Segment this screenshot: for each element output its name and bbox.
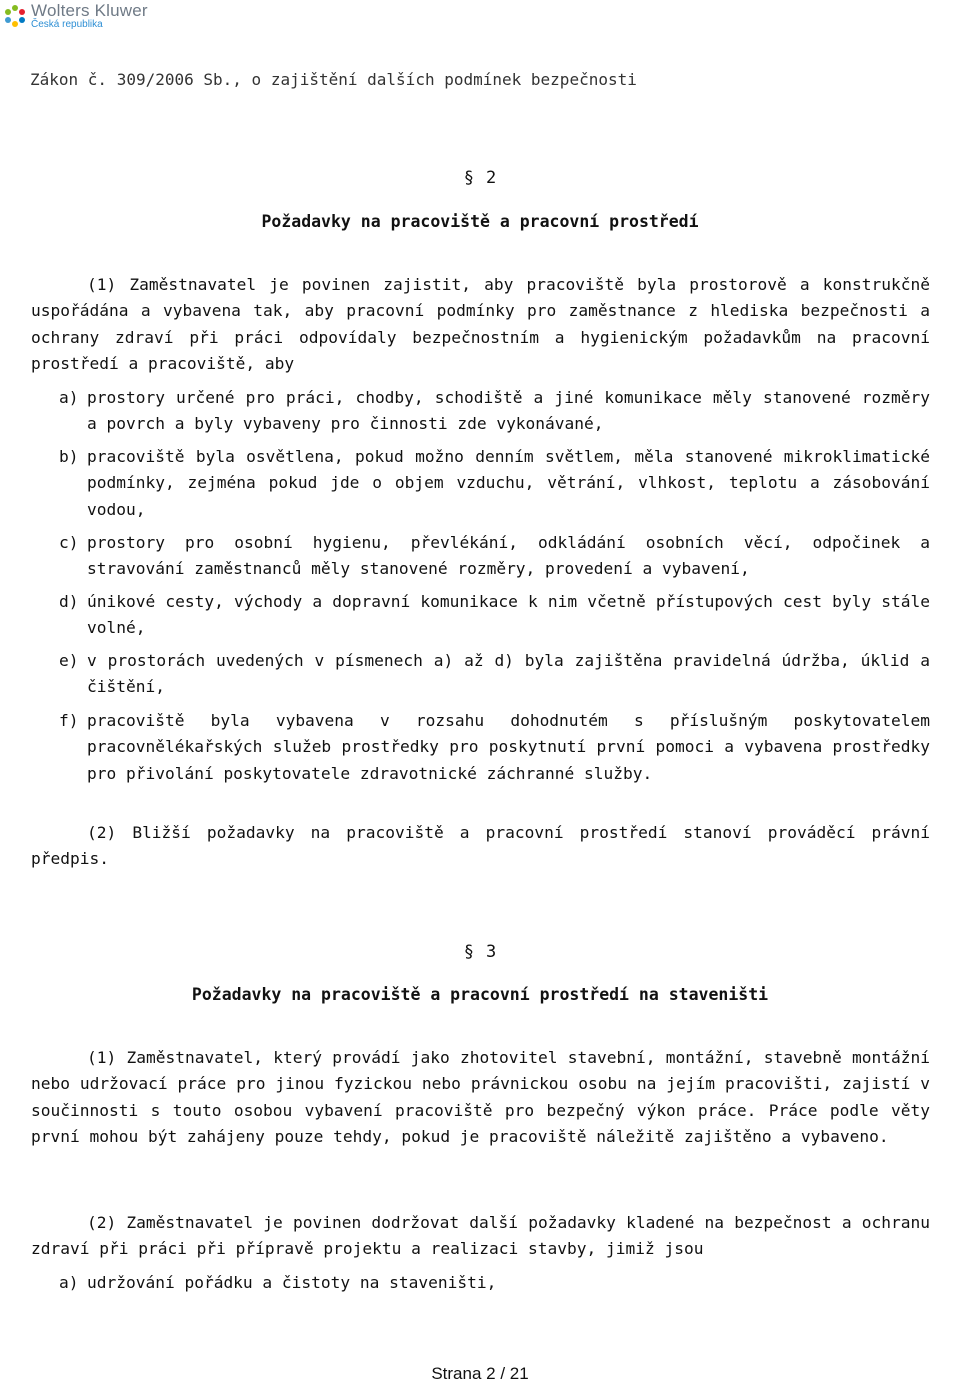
clipped-header-text: Zákon č. 309/2006 Sb., o zajištění dalších podmínek bezpečnosti xyxy=(30,70,637,89)
section-2-item-c: c) prostory pro osobní hygienu, převlékání, odkládání osobních věcí, odpočinek a stravování zaměstnanců měly stanovené rozměry, provedení a vybavení, xyxy=(59,533,930,579)
section-3-paragraph-2: (2) Zaměstnavatel je povinen dodržovat další požadavky kladené na bezpečnost a ochranu zdraví při práci při přípravě projektu a realizaci stavby, jimiž jsou xyxy=(31,1213,930,1259)
section-3-number: § 3 xyxy=(463,942,497,962)
section-2-item-b: b) pracoviště byla osvětlena, pokud možno denním světlem, měla stanovené mikroklimatické podmínky, zejména pokud jde o objem vzduchu, větrání, vlhkost, teplotu a zásobování vodou, xyxy=(59,447,930,519)
section-3-paragraph-1: (1) Zaměstnavatel, který provádí jako zhotovitel stavební, montážní, stavebně montážní nebo udržovací práce pro jinou fyzickou nebo právnickou osobu na jejím pracovišti, zajistí v součinnosti s touto osobou vybavení pracoviště pro bezpečný výkon práce. Práce podle věty první mohou být zahájeny pouze tehdy, pokud je pracoviště náležitě zajištěno a vybaveno. xyxy=(31,1048,930,1147)
section-2-item-f: f) pracoviště byla vybavena v rozsahu dohodnutém s příslušným poskytovatelem pracovnělékařských služeb prostředky pro poskytnutí první pomoci a vybavena prostředky pro přivolání poskytovatele zdravotnické záchranné služby. xyxy=(59,711,930,783)
section-2-paragraph-2: (2) Bližší požadavky na pracoviště a pracovní prostředí stanoví prováděcí právní předpis. xyxy=(31,823,930,869)
brand-name: Wolters Kluwer xyxy=(31,1,148,20)
section-2-number: § 2 xyxy=(463,168,497,188)
section-2-item-e: e) v prostorách uvedených v písmenech a) až d) byla zajištěna pravidelná údržba, úklid a čištění, xyxy=(59,651,930,697)
section-2-paragraph-1: (1) Zaměstnavatel je povinen zajistit, aby pracoviště byla prostorově a konstrukčně uspořádána a vybavena tak, aby pracovní podmínky pro zaměstnance z hlediska bezpečnosti a ochrany zdraví při práci odpovídaly bezpečnostním a hygienickým požadavkům na pracovní prostředí a pracoviště, aby xyxy=(31,275,930,374)
brand-subtitle: Česká republika xyxy=(31,19,103,30)
section-2-item-d: d) únikové cesty, východy a dopravní komunikace k nim včetně přístupových cest byly stále volné, xyxy=(59,592,930,638)
wolters-kluwer-logo-icon xyxy=(4,5,26,27)
clipped-header-line xyxy=(30,70,637,93)
publisher-logo xyxy=(4,2,148,30)
page-number: Strana 2 / 21 xyxy=(431,1364,529,1383)
section-3-title: Požadavky na pracoviště a pracovní prostředí na staveništi xyxy=(191,985,769,1004)
section-3-item-a: a) udržování pořádku a čistoty na staveništi, xyxy=(59,1273,497,1292)
section-2-title: Požadavky na pracoviště a pracovní prostředí xyxy=(261,212,699,231)
section-2-item-a: a) prostory určené pro práci, chodby, schodiště a jiné komunikace měly stanovené rozměry a povrch a byly vybaveny pro činnosti zde vykonávané, xyxy=(59,388,930,434)
